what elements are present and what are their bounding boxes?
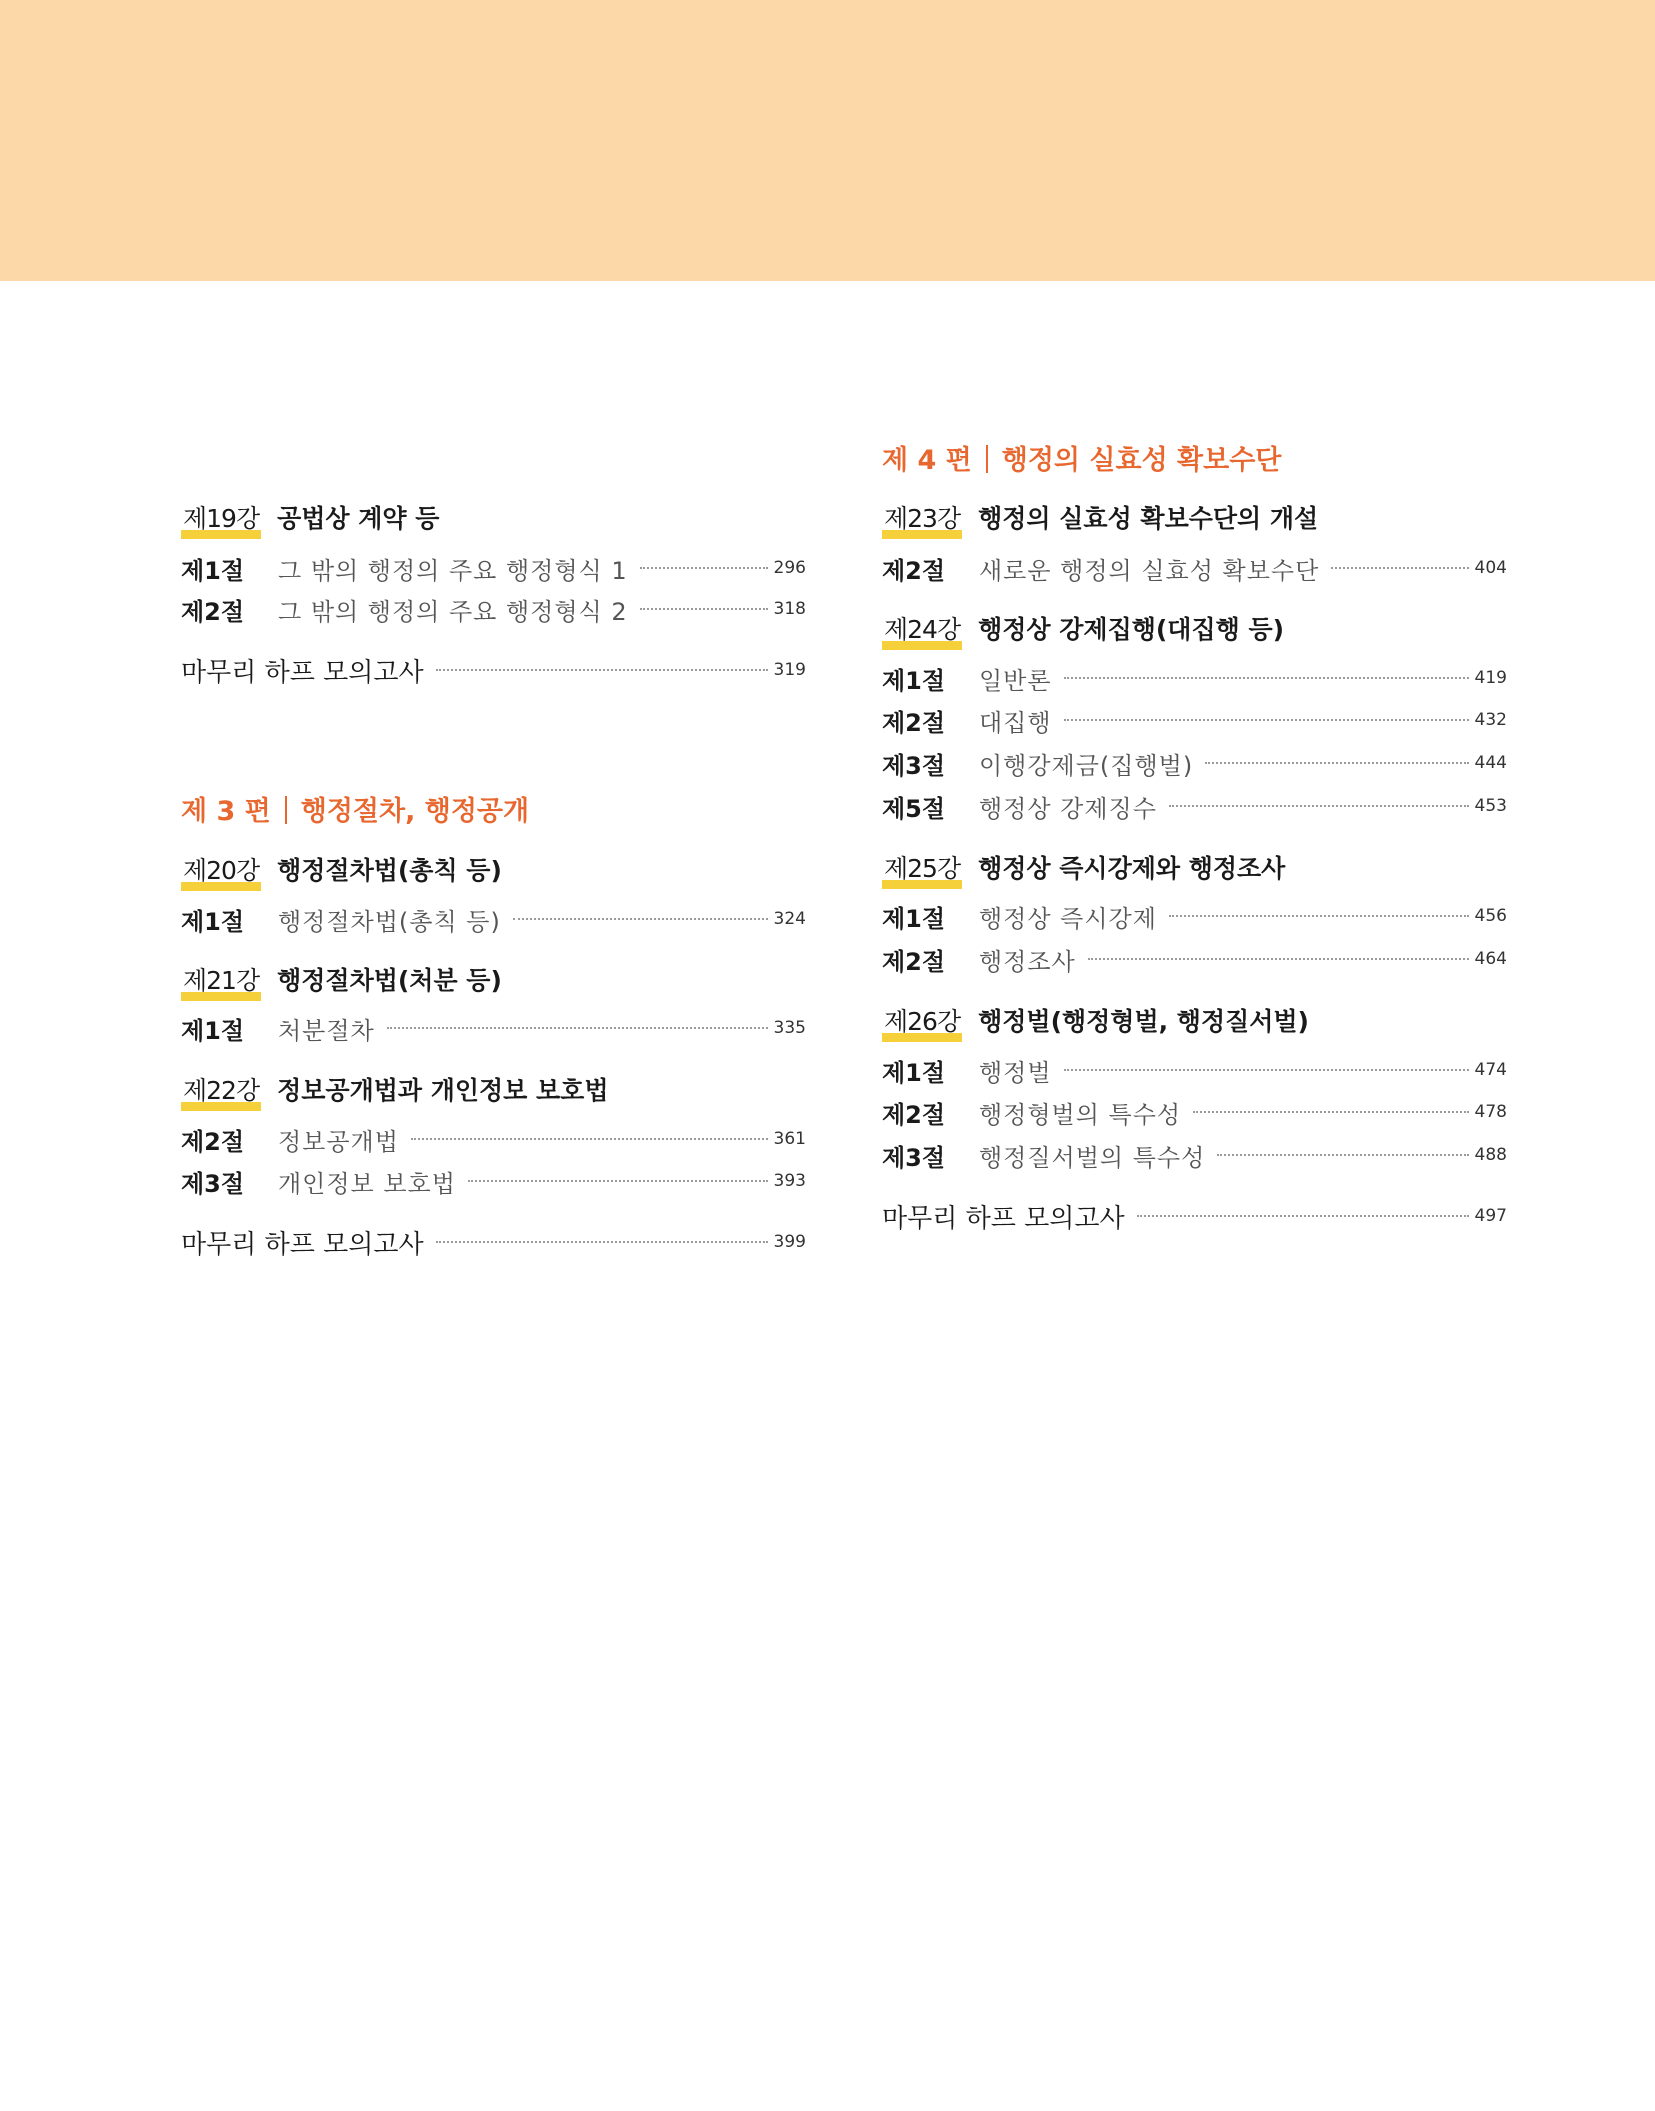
section-label: 제1절 [882,1058,946,1087]
page-number: 453 [1474,796,1507,816]
lecture-title: 행정벌(행정형벌, 행정질서벌) [978,1007,1309,1036]
page-number: 432 [1474,710,1507,730]
lecture-heading-24[interactable] [882,610,1284,650]
dot-leader [1217,1154,1468,1156]
section-title: 일반론 [979,666,1052,695]
dot-leader [468,1180,768,1182]
toc-row[interactable] [882,1093,1507,1131]
dot-leader [1169,805,1469,807]
page-number: 404 [1474,558,1507,578]
page-number: 361 [773,1129,806,1149]
section-label: 제1절 [181,1016,245,1045]
page-number: 335 [773,1018,806,1038]
lecture-title: 정보공개법과 개인정보 보호법 [277,1076,609,1105]
lecture-number: 제22강 [181,1071,261,1111]
dot-leader [1193,1111,1468,1113]
dot-leader [1088,958,1469,960]
section-title: 그 밖의 행정의 주요 행정형식 1 [278,556,628,585]
section-label: 제3절 [181,1169,245,1198]
toc-row[interactable] [882,549,1507,587]
dot-leader [1064,719,1469,721]
dot-leader [411,1138,768,1140]
lecture-number: 제25강 [882,849,962,889]
section-label: 제2절 [882,1100,946,1129]
dot-leader [1137,1215,1469,1217]
section-title: 이행강제금(집행벌) [979,751,1194,780]
page-number: 464 [1474,949,1507,969]
part-title: 행정의 실효성 확보수단 [1001,445,1282,476]
lecture-heading-21[interactable] [181,961,502,1001]
toc-row[interactable] [181,1120,806,1158]
section-label: 제5절 [882,794,946,823]
section-title: 행정질서벌의 특수성 [979,1143,1206,1172]
section-label: 제2절 [882,556,946,585]
header-banner [0,0,1655,281]
lecture-title: 행정상 강제집행(대집행 등) [978,615,1285,644]
review-title: 마무리 하프 모의고사 [181,657,424,688]
section-label: 제1절 [181,556,245,585]
part-title: 행정절차, 행정공개 [300,796,530,827]
page-number: 324 [773,909,806,929]
part-heading-3[interactable] [181,792,529,832]
toc-row[interactable] [181,1009,806,1047]
page-number: 497 [1474,1206,1507,1226]
dot-leader [1064,677,1469,679]
dot-leader [1205,762,1468,764]
lecture-number: 제20강 [181,851,261,891]
lecture-title: 행정의 실효성 확보수단의 개설 [978,504,1319,533]
dot-leader [1169,915,1469,917]
toc-row[interactable] [181,549,806,587]
section-title: 개인정보 보호법 [278,1169,456,1198]
divider [285,796,287,824]
divider [986,445,988,473]
lecture-heading-23[interactable] [882,499,1318,539]
section-label: 제2절 [882,947,946,976]
section-title: 대집행 [979,708,1052,737]
lecture-number: 제24강 [882,610,962,650]
section-label: 제2절 [181,597,245,626]
section-title: 정보공개법 [278,1127,399,1156]
lecture-heading-26[interactable] [882,1002,1309,1042]
lecture-heading-20[interactable] [181,851,502,891]
section-label: 제2절 [882,708,946,737]
page-number: 478 [1474,1102,1507,1122]
lecture-number: 제23강 [882,499,962,539]
review-title: 마무리 하프 모의고사 [882,1203,1125,1234]
toc-row[interactable] [181,900,806,938]
dot-leader [1064,1069,1469,1071]
section-label: 제3절 [882,1143,946,1172]
page-number: 296 [773,558,806,578]
page-number: 319 [773,660,806,680]
toc-row[interactable] [882,659,1507,697]
toc-row[interactable] [882,1136,1507,1174]
lecture-heading-25[interactable] [882,849,1285,889]
part-label: 제 4 편 [882,445,972,476]
review-test-row[interactable] [181,1223,806,1261]
section-title: 행정조사 [979,947,1076,976]
toc-row[interactable] [882,940,1507,978]
section-title: 처분절차 [278,1016,375,1045]
page-number: 399 [773,1232,806,1252]
dot-leader [640,608,768,610]
dot-leader [387,1027,768,1029]
page-number: 488 [1474,1145,1507,1165]
lecture-title: 행정절차법(총칙 등) [277,856,502,885]
section-label: 제2절 [181,1127,245,1156]
section-title: 행정벌 [979,1058,1052,1087]
dot-leader [1331,567,1468,569]
section-title: 행정상 즉시강제 [979,904,1157,933]
dot-leader [513,918,768,920]
lecture-number: 제19강 [181,499,261,539]
dot-leader [436,669,768,671]
toc-row[interactable] [882,744,1507,782]
review-title: 마무리 하프 모의고사 [181,1229,424,1260]
page-number: 393 [773,1171,806,1191]
part-heading-4[interactable] [882,441,1281,481]
section-label: 제1절 [882,666,946,695]
page-number: 474 [1474,1060,1507,1080]
section-title: 행정형벌의 특수성 [979,1100,1182,1129]
section-title: 행정상 강제징수 [979,794,1157,823]
page-number: 419 [1474,668,1507,688]
review-test-row[interactable] [181,651,806,689]
page-number: 444 [1474,753,1507,773]
review-test-row[interactable] [882,1197,1507,1235]
section-title: 행정절차법(총칙 등) [278,907,501,936]
lecture-title: 공법상 계약 등 [277,504,440,533]
part-label: 제 3 편 [181,796,271,827]
lecture-title: 행정상 즉시강제와 행정조사 [978,854,1286,883]
section-label: 제1절 [181,907,245,936]
toc-row[interactable] [181,1162,806,1200]
toc-row[interactable] [882,1051,1507,1089]
dot-leader [640,567,768,569]
toc-row[interactable] [882,897,1507,935]
lecture-number: 제26강 [882,1002,962,1042]
toc-row[interactable] [181,590,806,628]
lecture-heading-22[interactable] [181,1071,608,1111]
section-label: 제3절 [882,751,946,780]
toc-row[interactable] [882,701,1507,739]
lecture-heading-19[interactable] [181,499,439,539]
section-title: 그 밖의 행정의 주요 행정형식 2 [278,597,628,626]
page-number: 318 [773,599,806,619]
lecture-title: 행정절차법(처분 등) [277,966,502,995]
toc-row[interactable] [882,787,1507,825]
dot-leader [436,1241,768,1243]
section-title: 새로운 행정의 실효성 확보수단 [979,556,1320,585]
page-number: 456 [1474,906,1507,926]
lecture-number: 제21강 [181,961,261,1001]
section-label: 제1절 [882,904,946,933]
